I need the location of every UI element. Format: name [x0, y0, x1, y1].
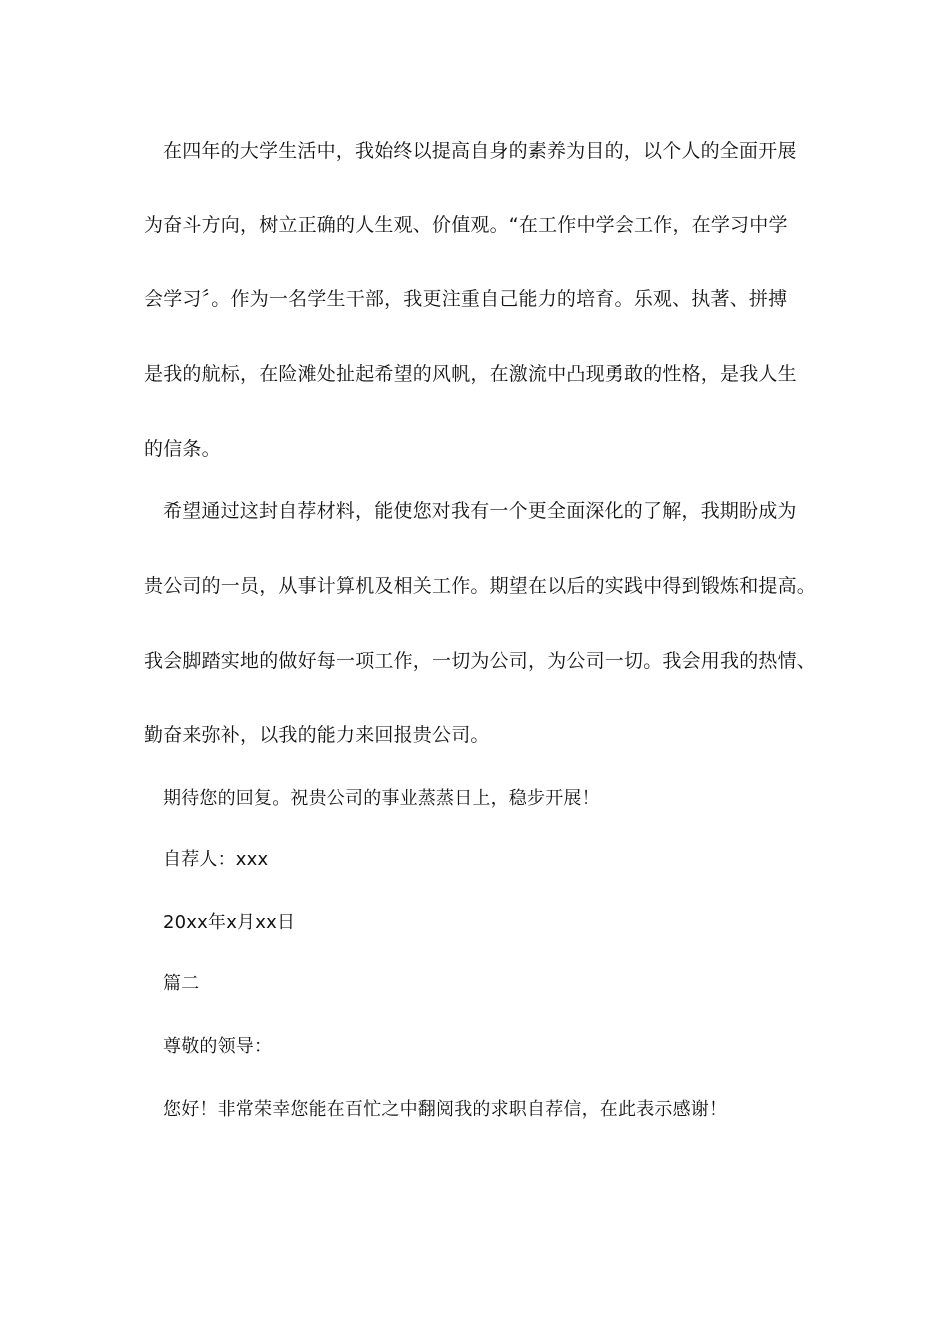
paragraph-1-line-2: 为奋斗方向，树立正确的人生观、价值观。“在工作中学会工作，在学习中学	[144, 214, 788, 236]
salutation-line: 尊敬的领导：	[163, 1036, 273, 1057]
paragraph-1-line-1: 在四年的大学生活中，我始终以提高自身的素养为目的，以个人的全面开展	[163, 140, 797, 162]
paragraph-2-line-2: 贵公司的一员，从事计算机及相关工作。期望在以后的实践中得到锻炼和提高。	[144, 575, 817, 597]
paragraph-1-line-4: 是我的航标，在险滩处扯起希望的风帆，在激流中凸现勇敢的性格，是我人生	[144, 363, 797, 385]
greeting-line: 您好！非常荣幸您能在百忙之中翻阅我的求职自荐信，在此表示感谢！	[163, 1099, 728, 1120]
signer-line: 自荐人：xxx	[163, 849, 269, 870]
paragraph-2-line-1: 希望通过这封自荐材料，能使您对我有一个更全面深化的了解，我期盼成为	[163, 500, 797, 522]
closing-line: 期待您的回复。祝贵公司的事业蒸蒸日上，稳步开展！	[163, 788, 600, 809]
date-line: 20xx年x月xx日	[163, 912, 296, 933]
paragraph-2-line-3: 我会脚踏实地的做好每一项工作，一切为公司，为公司一切。我会用我的热情、	[144, 650, 817, 672]
paragraph-1-line-3: 会学习〞。作为一名学生干部，我更注重自己能力的培育。乐观、执著、拼搏	[144, 288, 788, 310]
section-title: 篇二	[163, 973, 200, 994]
paragraph-2-line-4: 勤奋来弥补，以我的能力来回报贵公司。	[144, 724, 490, 746]
paragraph-1-line-5: 的信条。	[144, 438, 221, 460]
